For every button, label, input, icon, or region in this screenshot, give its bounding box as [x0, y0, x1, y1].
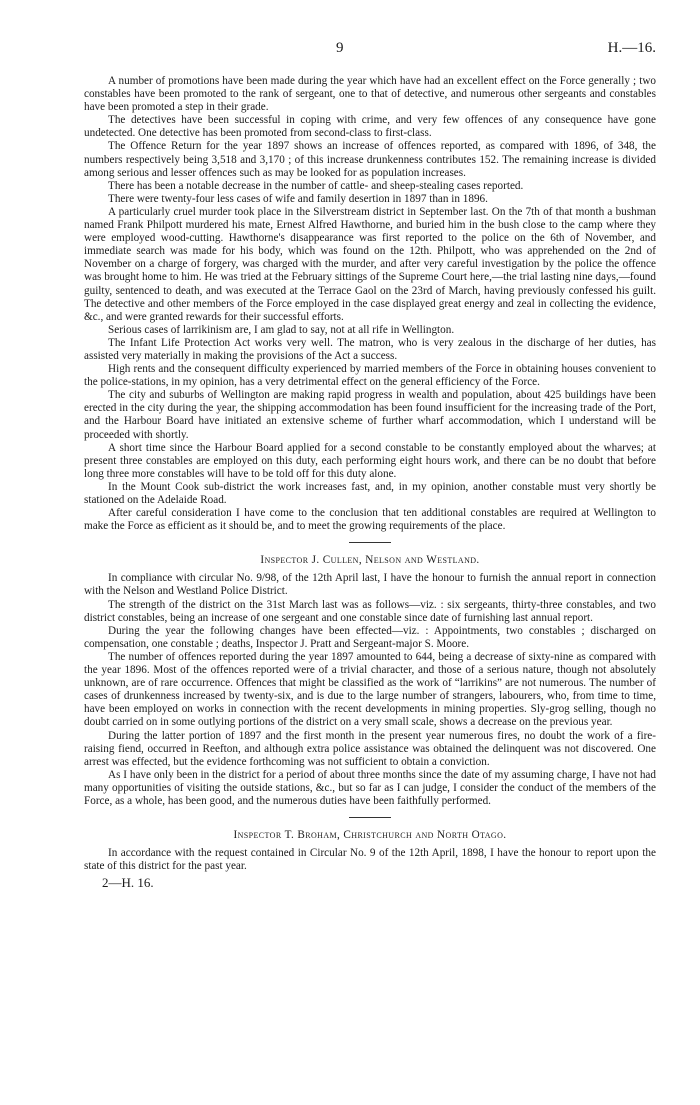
paragraph: In accordance with the request contained in Circular No. 9 of the 12th April, 1898, I have the honour to report upon the state of this district for the past year.	[84, 847, 656, 873]
paragraph: A particularly cruel murder took place in the Silverstream district in September last. On the 7th of that month a bushman named Frank Philpott murdered his mate, Ernest Alfred Hawthorne, and buried him in the bush close to the camp where they were employed wood-cutting. Hawthorne's disappearance was first reported to the police on the 6th of November, and immediate search was made for his body, which was found on the 12th. Philpott, who was apprehended on the 2nd of November on a charge of forgery, was charged with the murder, and after very careful investigation by the police the offence was brought home to him. He was tried at the February sittings of the Supreme Court here,—the trial lasting nine days,—found guilty, sentenced to death, and was executed at the Terrace Gaol on the 23rd of March, having previously confessed his guilt. The detective and other members of the Force employed in the case displayed great energy and zeal in collecting the evidence, &c., and were granted rewards for their successful efforts.	[84, 205, 656, 323]
paragraph: In compliance with circular No. 9/98, of the 12th April last, I have the honour to furnish the annual report in connection with the Nelson and Westland Police District.	[84, 572, 656, 598]
paragraph: During the year the following changes have been effected—viz. : Appointments, two constables ; discharged on compensation, one constable ; deaths, Inspector J. Pratt and Sergeant-major S. Moore.	[84, 624, 656, 650]
paragraph: The strength of the district on the 31st March last was as follows—viz. : six sergeants, thirty-three constables, and two district constables, being an increase of one sergeant and one constable since date of furnishing last annual report.	[84, 598, 656, 624]
report-body	[84, 75, 656, 889]
paragraph: The Infant Life Protection Act works very well. The matron, who is very zealous in the discharge of her duties, has assisted very materially in making the provisions of the Act a success.	[84, 336, 656, 362]
paragraph: There has been a notable decrease in the number of cattle- and sheep-stealing cases reported.	[108, 179, 524, 192]
paragraph: In the Mount Cook sub-district the work increases fast, and, in my opinion, another constable must very shortly be stationed on the Adelaide Road.	[84, 480, 656, 506]
signature-reference: 2—H. 16.	[102, 875, 154, 891]
paragraph: The city and suburbs of Wellington are making rapid progress in wealth and population, about 425 buildings have been erected in the city during the year, the shipping accommodation has been found insufficient for the increasing trade of the Port, and the Harbour Board have initiated an extensive scheme of further wharf accommodation, which I understand will be proceeded with shortly.	[84, 389, 656, 441]
nelson-westland-section	[84, 554, 656, 808]
section-heading: Inspector J. Cullen, Nelson and Westland.	[260, 554, 480, 567]
wellington-section	[84, 75, 656, 533]
section-divider	[349, 542, 391, 543]
paragraph: After careful consideration I have come to the conclusion that ten additional constables are required at Wellington to make the Force as efficient as it should be, and to meet the growing requirements of the place.	[84, 507, 656, 533]
paragraph: The Offence Return for the year 1897 shows an increase of offences reported, as compared with 1896, of 348, the numbers respectively being 3,518 and 3,170 ; of this increase drunkenness contributes 152. The remaining increase is divided among serious and lesser offences such as may be looked for as population increases.	[84, 140, 656, 179]
paragraph: The number of offences reported during the year 1897 amounted to 644, being a decrease of sixty-nine as compared with the year 1896. Most of the offences reported were of a trivial character, and those of a serious nature, though not absolutely unknown, are of rare occurrence. Offences that might be classified as the work of “larrikins” are not numerous. The number of cases of drunkenness increased by twenty-six, and is due to the large number of strangers, labourers, who, from time to time, have been employed on works in connection with the recent developments in mining properties. Sly-grog selling, though no doubt carried on in some outlying portions of the district on a very small scale, shows a decrease on the previous year.	[84, 650, 656, 729]
paragraph: Serious cases of larrikinism are, I am glad to say, not at all rife in Wellington.	[108, 323, 455, 336]
document-reference: H.—16.	[607, 40, 656, 56]
paragraph: As I have only been in the district for a period of about three months since the date of my assuming charge, I have not had many opportunities of visiting the outside stations, &c., but so far as I can judge, I consider the conduct of the members of the Force, as a whole, has been good, and the numerous duties have been faithfully performed.	[84, 768, 656, 807]
paragraph: There were twenty-four less cases of wife and family desertion in 1897 than in 1896.	[108, 192, 488, 205]
christchurch-north-otago-section	[84, 829, 656, 873]
paragraph: A short time since the Harbour Board applied for a second constable to be constantly employed about the wharves; at present three constables are employed on this duty, each performing eight hours work, and there can be no doubt that before long three more constables will have to be told off for this duty alone.	[84, 441, 656, 480]
paragraph: High rents and the consequent difficulty experienced by married members of the Force in obtaining houses convenient to the police-stations, in my opinion, has a very detrimental effect on the general efficiency of the Force.	[84, 363, 656, 389]
section-divider	[349, 817, 391, 818]
paragraph: The detectives have been successful in coping with crime, and very few offences of any consequence have gone undetected. One detective has been promoted from second-class to first-class.	[84, 114, 656, 140]
paragraph: A number of promotions have been made during the year which have had an excellent effect on the Force generally ; two constables have been promoted to the rank of sergeant, one to that of detective, and numerous other sergeants and constables have been promoted a step in their grade.	[84, 75, 656, 114]
section-heading: Inspector T. Broham, Christchurch and North Otago.	[233, 829, 507, 842]
paragraph: During the latter portion of 1897 and the first month in the present year numerous fires, no doubt the work of a fire-raising fiend, occurred in Reefton, and although extra police assistance was obtained the delinquent was not discovered. One arrest was effected, but the evidence forthcoming was not sufficient to obtain a conviction.	[84, 729, 656, 768]
page-number: 9	[336, 40, 344, 56]
